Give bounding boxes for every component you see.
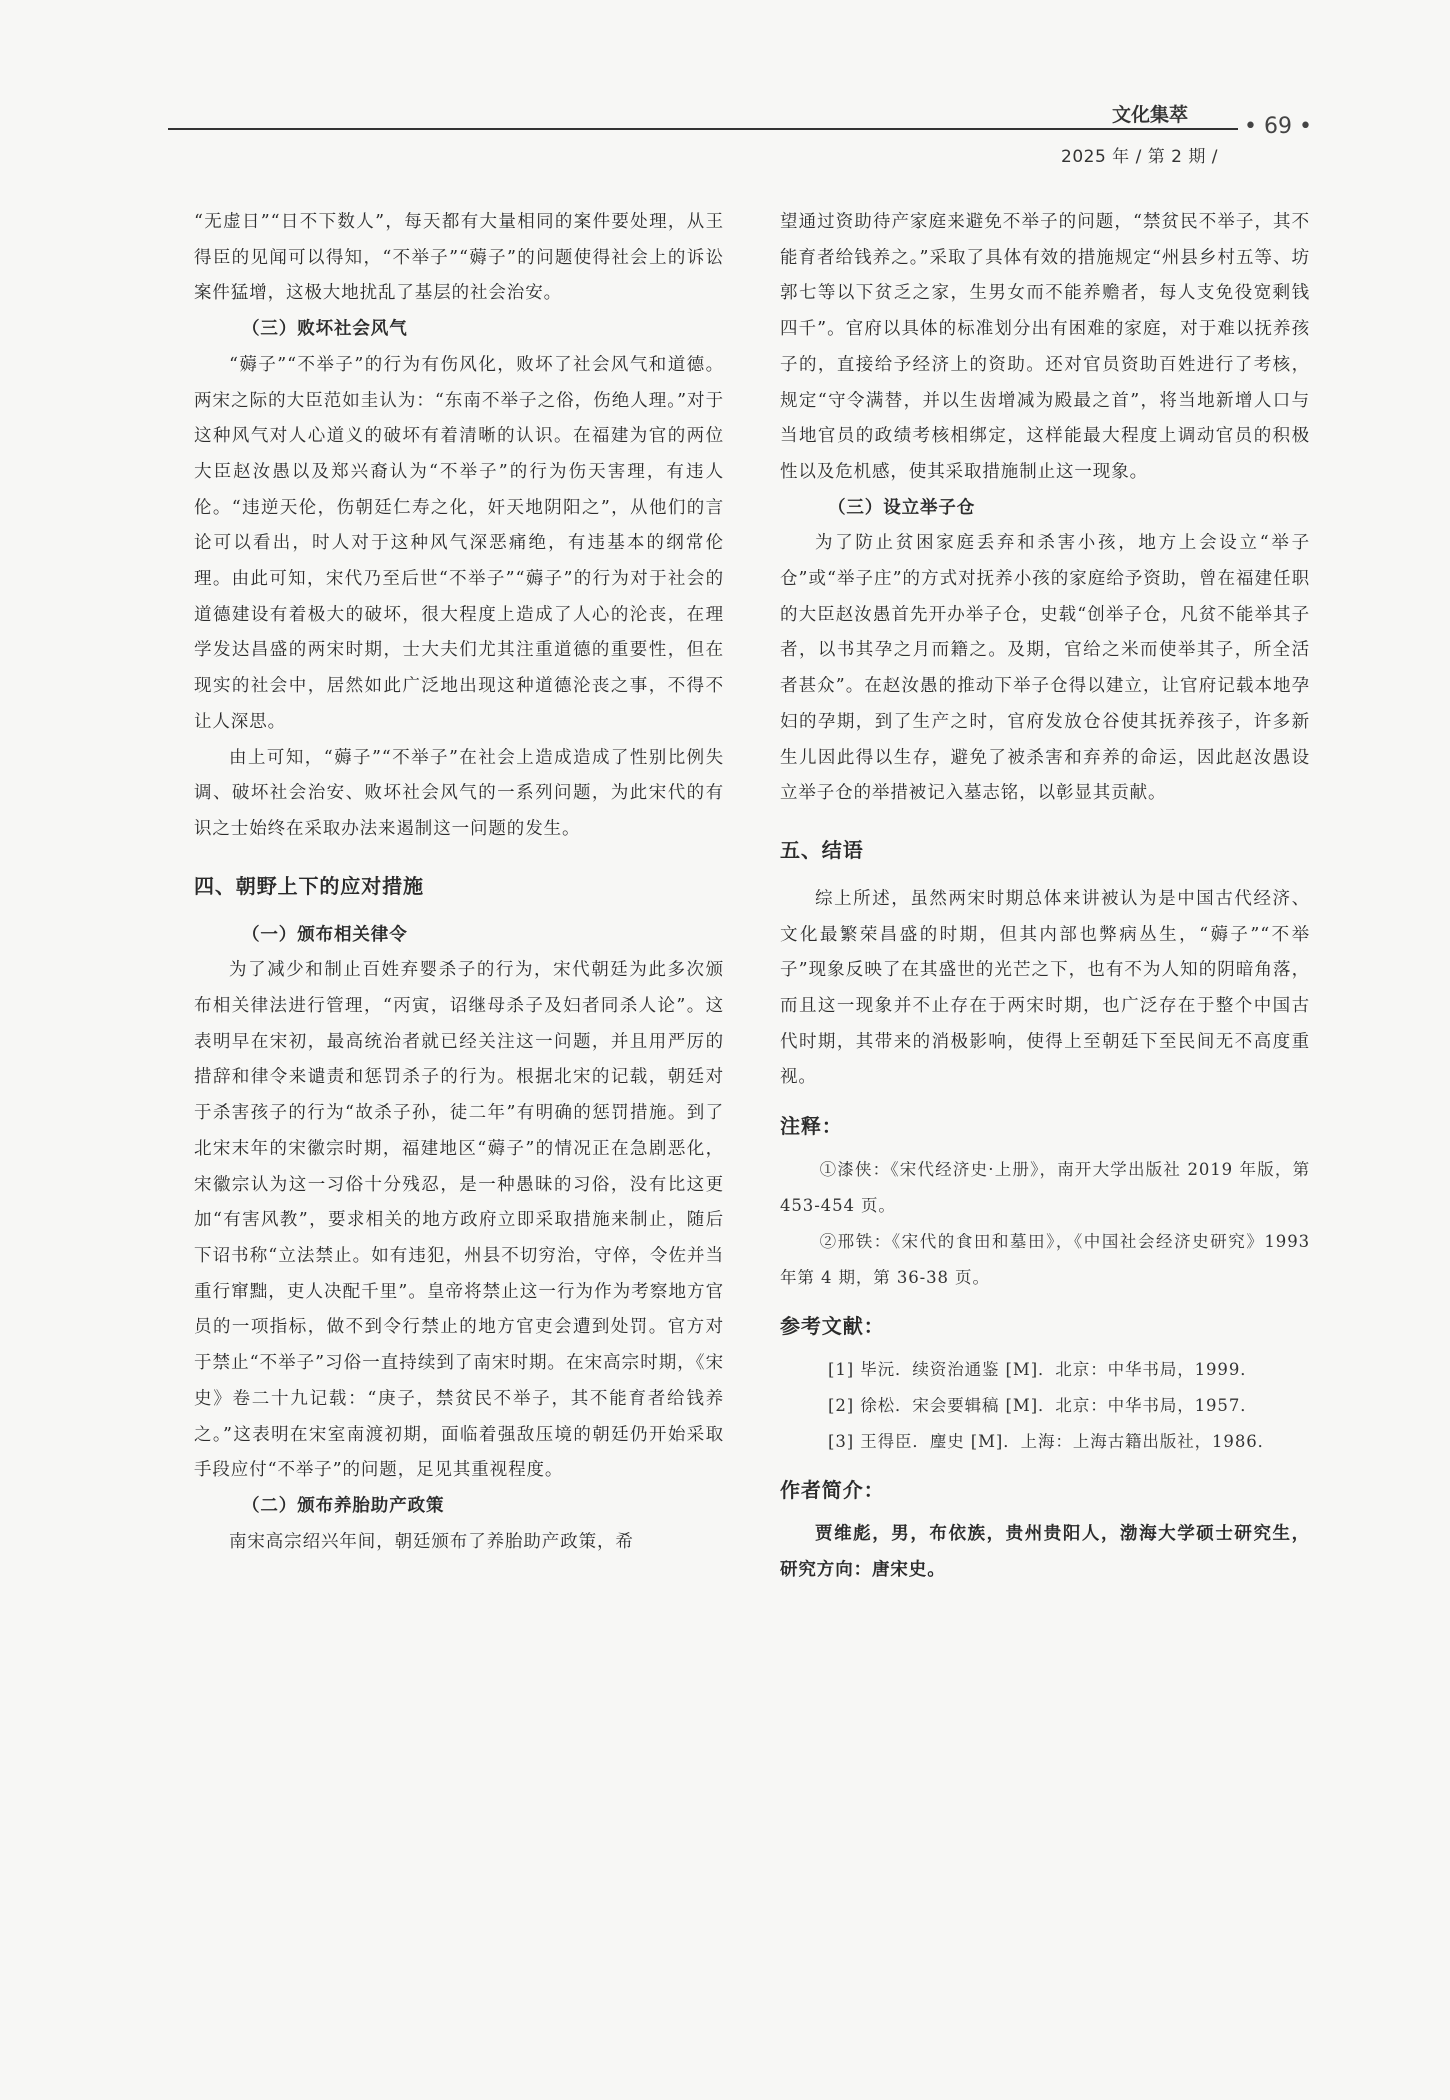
reference-item: [1] 毕沅．续资治通鉴 [M]．北京：中华书局，1999． — [828, 1360, 1258, 1380]
left-column — [194, 205, 724, 1560]
right-column — [780, 205, 1310, 1588]
notes-list — [780, 1152, 1310, 1296]
paragraph: 为了防止贫困家庭丢弃和杀害小孩，地方上会设立“举子仓”或“举子庄”的方式对抚养小孩的家庭给予资助，曾在福建任职的大臣赵汝愚首先开办举子仓，史载“创举子仓，凡贫不能举其子者，以书其孕之月而籍之。及期，官给之米而使举其子，所全活者甚众”。在赵汝愚的推动下举子仓得以建立，让官府记载本地孕妇的孕期，到了生产之时，官府发放仓谷使其抚养孩子，许多新生儿因此得以生存，避免了被杀害和弃养的命运，因此赵汝愚设立举子仓的举措被记入墓志铭，以彰显其贡献。 — [780, 533, 1310, 804]
section-heading: 五、结语 — [780, 837, 864, 862]
author-bio: 贾维彪，男，布依族，贵州贵阳人，渤海大学硕士研究生，研究方向：唐宋史。 — [780, 1524, 1310, 1581]
paragraph: “无虚日”“日不下数人”，每天都有大量相同的案件要处理，从王得臣的见闻可以得知，“不举子”“薅子”的问题使得社会上的诉讼案件猛增，这极大地扰乱了基层的社会治安。 — [194, 212, 724, 304]
issue-label: 2025 年 / 第 2 期 / — [1061, 147, 1218, 167]
section-heading: 四、朝野上下的应对措施 — [194, 873, 424, 898]
page-number: • 69 • — [1244, 114, 1312, 139]
subheading: （一）颁布相关律令 — [242, 924, 408, 945]
note-item: ②邢铁：《宋代的食田和墓田》，《中国社会经济史研究》1993 年第 4 期，第 36-38 页。 — [780, 1232, 1310, 1288]
subheading: （二）颁布养胎助产政策 — [242, 1495, 445, 1516]
references-heading: 参考文献： — [780, 1314, 885, 1339]
paragraph: “薅子”“不举子”的行为有伤风化，败坏了社会风气和道德。两宋之际的大臣范如圭认为：“东南不举子之俗，伤绝人理。”对于这种风气对人心道义的破坏有着清晰的认识。在福建为官的两位大臣赵汝愚以及郑兴裔认为“不举子”的行为伤天害理，有违人伦。“违逆天伦，伤朝廷仁寿之化，奸天地阴阳之”，从他们的言论可以看出，时人对于这种风气深恶痛绝，有违基本的纲常伦理。由此可知，宋代乃至后世“不举子”“薅子”的行为对于社会的道德建设有着极大的破坏，很大程度上造成了人心的沦丧，在理学发达昌盛的两宋时期，士大夫们尤其注重道德的重要性，但在现实的社会中，居然如此广泛地出现这种道德沦丧之事，不得不让人深思。 — [194, 354, 724, 732]
reference-item: [3] 王得臣．麈史 [M]．上海：上海古籍出版社，1986． — [828, 1432, 1276, 1452]
subheading: （三）败坏社会风气 — [242, 319, 408, 340]
journal-section-title: 文化集萃 — [1112, 104, 1189, 126]
paragraph: 综上所述，虽然两宋时期总体来讲被认为是中国古代经济、文化最繁荣昌盛的时期，但其内部也弊病丛生，“薅子”“不举子”现象反映了在其盛世的光芒之下，也有不为人知的阴暗角落，而且这一现象并不止存在于两宋时期，也广泛存在于整个中国古代时期，其带来的消极影响，使得上至朝廷下至民间无不高度重视。 — [780, 888, 1310, 1088]
references-list — [780, 1352, 1310, 1460]
paragraph: 南宋高宗绍兴年间，朝廷颁布了养胎助产政策，希 — [229, 1531, 634, 1552]
paragraph: 为了减少和制止百姓弃婴杀子的行为，宋代朝廷为此多次颁布相关律法进行管理，“丙寅，诏继母杀子及妇者同杀人论”。这表明早在宋初，最高统治者就已经关注这一问题，并且用严厉的措辞和律令来谴责和惩罚杀子的行为。根据北宋的记载，朝廷对于杀害孩子的行为“故杀子孙，徒二年”有明确的惩罚措施。到了北宋末年的宋徽宗时期，福建地区“薅子”的情况正在急剧恶化，宋徽宗认为这一习俗十分残忍，是一种愚昧的习俗，没有比这更加“有害风教”，要求相关的地方政府立即采取措施来制止，随后下诏书称“立法禁止。如有违犯，州县不切穷治，守倅，令佐并当重行窜黜，吏人决配千里”。皇帝将禁止这一行为作为考察地方官员的一项指标，做不到令行禁止的地方官吏会遭到处罚。官方对于禁止“不举子”习俗一直持续到了南宋时期。在宋高宗时期，《宋史》卷二十九记载：“庚子，禁贫民不举子，其不能育者给钱养之。”这表明在宋室南渡初期，面临着强敌压境的朝廷仍开始采取手段应付“不举子”的问题，足见其重视程度。 — [194, 960, 724, 1481]
paragraph: 由上可知，“薅子”“不举子”在社会上造成造成了性别比例失调、破坏社会治安、败坏社会风气的一系列问题，为此宋代的有识之士始终在采取办法来遏制这一问题的发生。 — [194, 747, 724, 839]
reference-item: [2] 徐松．宋会要辑稿 [M]．北京：中华书局，1957． — [828, 1396, 1258, 1416]
author-heading: 作者简介： — [780, 1478, 885, 1503]
note-item: ①漆侠：《宋代经济史·上册》，南开大学出版社 2019 年版，第 453-454 页。 — [780, 1160, 1310, 1216]
subheading: （三）设立举子仓 — [828, 497, 976, 518]
notes-heading: 注释： — [780, 1114, 843, 1139]
paragraph: 望通过资助待产家庭来避免不举子的问题，“禁贫民不举子，其不能育者给钱养之。”采取了具体有效的措施规定“州县乡村五等、坊郭七等以下贫乏之家，生男女而不能养赡者，每人支免役宽剩钱四千”。官府以具体的标准划分出有困难的家庭，对于难以抚养孩子的，直接给予经济上的资助。还对官员资助百姓进行了考核，规定“守令满替，并以生齿增减为殿最之首”，将当地新增人口与当地官员的政绩考核相绑定，这样能最大程度上调动官员的积极性以及危机感，使其采取措施制止这一现象。 — [780, 212, 1310, 482]
header-rule — [168, 128, 1238, 130]
